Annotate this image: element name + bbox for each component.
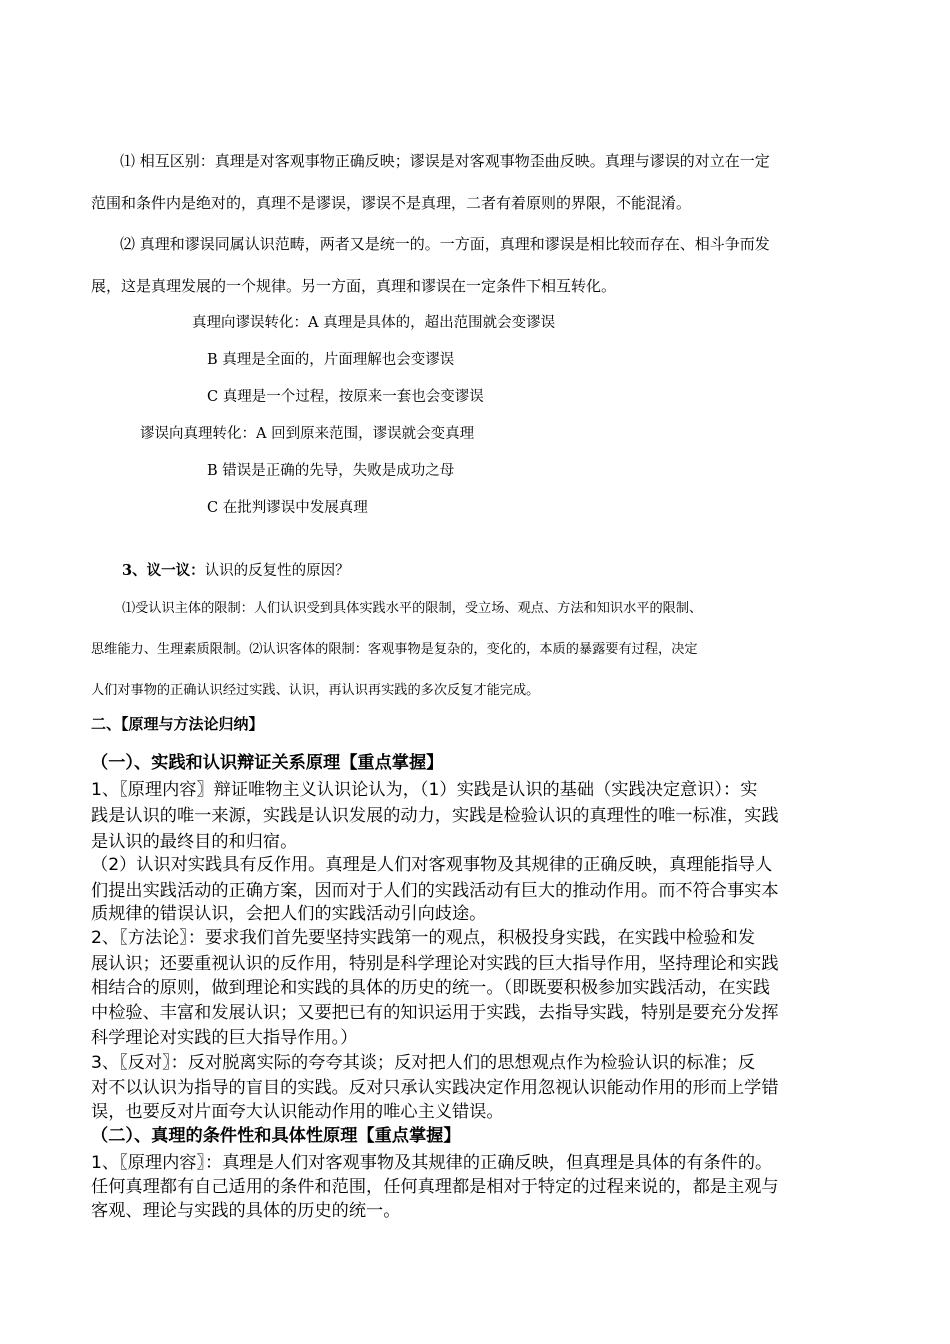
discussion-answer-line1: ⑴受认识主体的限制：人们认识受到具体实践水平的限制，受立场、观点、方法和知识水平的限制、 [122,601,703,616]
text-line: 展认识；还要重视认识的反作用，特别是科学理论对实践的巨大指导作用，坚持理论和实践 [91,954,779,974]
paragraph-distinction-line1: ⑴ 相互区别：真理是对客观事物正确反映；谬误是对客观事物歪曲反映。真理与谬误的对立在一定 [120,152,770,170]
text-line: 是认识的最终目的和归宿。 [91,832,298,852]
text-line: 误，也要反对片面夸大认识能动作用的唯心主义错误。 [91,1102,504,1122]
discussion-question [122,559,350,580]
text-line: 科学理论对实践的巨大指导作用。） [91,1028,358,1048]
error-to-truth-item-a: 谬误向真理转化：A 回到原来范围，谬误就会变真理 [140,426,475,442]
subheading-practice-cognition: （一）、实践和认识辩证关系原理【重点掌握】 [91,753,444,773]
error-to-truth-item-c: C 在批判谬误中发展真理 [207,500,368,516]
text-line: 任何真理都有自己适用的条件和范围，任何真理都是相对于特定的过程来说的，都是主观与 [91,1177,779,1197]
text-line: 3、〖反对〗：反对脱离实际的夸夸其谈；反对把人们的思想观点作为检验认识的标准；反 [91,1053,756,1073]
text-line: 践是认识的唯一来源，实践是认识发展的动力，实践是检验认识的真理性的唯一标准，实践 [91,806,779,826]
discussion-label: 3、议一议： [122,562,205,579]
text-line: 2、〖方法论〗：要求我们首先要坚持实践第一的观点，积极投身实践，在实践中检验和发 [91,928,756,948]
discussion-answer-line3: 人们对事物的正确认识经过实践、认识，再认识再实践的多次反复才能完成。 [91,683,540,698]
text-line: 对不以认识为指导的盲目的实践。反对只承认实践决定作用忽视认识能动作用的形而上学错 [91,1078,779,1098]
paragraph-unity-line2: 展，这是真理发展的一个规律。另一方面，真理和谬误在一定条件下相互转化。 [91,277,617,295]
subheading-truth-conditionality: （二）、真理的条件性和具体性原理【重点掌握】 [91,1126,461,1146]
text-line: 1、〖原理内容〗辩证唯物主义认识论认为，（1）实践是认识的基础（实践决定意识）：实 [91,780,758,800]
truth-to-error-item-b: B 真理是全面的，片面理解也会变谬误 [207,352,455,368]
section-heading-principles: 二、【原理与方法论归纳】 [91,715,264,733]
paragraph-unity-line1: ⑵ 真理和谬误同属认识范畴，两者又是统一的。一方面，真理和谬误是相比较而存在、相斗争而发 [120,235,770,253]
text-line: 客观、理论与实践的具体的历史的统一。 [91,1201,401,1221]
truth-to-error-item-a: 真理向谬误转化：A 真理是具体的，超出范围就会变谬误 [192,315,556,331]
text-line: 相结合的原则，做到理论和实践的具体的历史的统一。（即既要积极参加实践活动，在实践 [91,978,770,998]
text-line: （2）认识对实践具有反作用。真理是人们对客观事物及其规律的正确反映，真理能指导人 [91,855,773,875]
paragraph-distinction-line2: 范围和条件内是绝对的，真理不是谬误，谬误不是真理，二者有着原则的界限，不能混淆。 [91,194,692,212]
truth-to-error-item-c: C 真理是一个过程，按原来一套也会变谬误 [207,389,484,405]
text-line: 们提出实践活动的正确方案，因而对于人们的实践活动有巨大的推动作用。而不符合事实本 [91,881,779,901]
text-line: 1、〖原理内容〗：真理是人们对客观事物及其规律的正确反映，但真理是具体的有条件的。 [91,1153,773,1173]
discussion-question-text: 认识的反复性的原因？ [204,563,350,579]
text-line: 质规律的错误认识，会把人们的实践活动引向歧途。 [91,904,487,924]
discussion-answer-line2: 思维能力、生理素质限制。⑵认识客体的限制：客观事物是复杂的，变化的，本质的暴露要有过程，决定 [91,642,698,657]
text-line: 中检验、丰富和发展认识；又要把已有的知识运用于实践，去指导实践，特别是要充分发挥 [91,1003,779,1023]
error-to-truth-item-b: B 错误是正确的先导，失败是成功之母 [207,463,455,479]
